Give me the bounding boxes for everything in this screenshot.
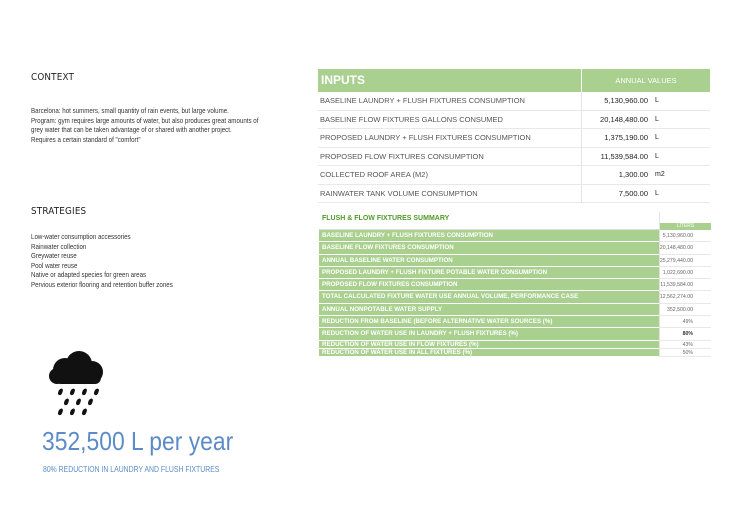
row-value: 11,539,584.00 [600,151,648,161]
table-row [319,279,711,291]
table-row [318,148,710,167]
row-label: REDUCTION OF WATER USE IN FLOW FIXTURES (%) [319,341,659,349]
row-label: BASELINE LAUNDRY + FLUSH FIXTURES CONSUMPTION [319,230,659,242]
liters-header-cell [659,212,711,230]
row-value: 1,300.00 [618,170,648,179]
context-paragraph [31,106,258,144]
table-row [319,291,711,303]
row-label: PROPOSED LAUNDRY + FLUSH FIXTURES CONSUMPTION [318,129,582,147]
row-unit: L [655,189,659,197]
row-label: BASELINE FLOW FIXTURES CONSUMPTION [319,242,659,254]
row-value: 20,148,480.00 [600,114,648,124]
context-line: Requires a certain standard of "comfort" [31,134,141,144]
strategies-heading: STRATEGIES [31,206,87,217]
inputs-header [318,69,710,92]
strategy-item: Greywater reuse [31,251,77,261]
table-row [319,316,711,328]
context-line: Program: gym requires large amounts of water, but also produces great amounts of [31,115,259,125]
row-value: 11,539,584.00 [659,279,711,291]
row-value: 1,375,190.00 [604,133,648,142]
table-row [319,230,711,242]
strategy-item: Low-water consumption accessories [31,232,131,241]
context-heading: CONTEXT [31,72,75,83]
row-value: 25,279,440.00 [659,255,711,267]
annual-supply-value: 352,500 L per year [42,426,234,456]
table-row [319,267,711,279]
row-label: PROPOSED FLOW FIXTURES CONSUMPTION [318,148,582,166]
row-value: 50% [659,349,711,357]
row-unit: L [655,134,659,141]
row-value: 352,500.00 [659,304,711,316]
row-value: 49% [659,316,711,328]
row-unit: L [655,152,659,160]
row-label: PROPOSED LAUNDRY + FLUSH FIXTURE POTABLE WATER CONSUMPTION [319,267,659,279]
row-label: REDUCTION OF WATER USE IN LAUNDRY + FLUSH FIXTURES (%) [319,328,659,340]
table-row [319,341,711,349]
row-label: REDUCTION OF WATER USE IN ALL FIXTURES (%) [319,349,659,357]
row-label: RAINWATER TANK VOLUME CONSUMPTION [318,185,582,203]
table-row [318,166,710,185]
row-label: ANNUAL BASELINE WATER CONSUMPTION [319,255,659,267]
table-row [318,92,710,111]
strategy-item: Native or adapted species for green areas [31,270,147,280]
table-row [319,242,711,254]
strategy-item: Pervious exterior flooring and retention buffer zones [31,279,173,289]
row-label: BASELINE LAUNDRY + FLUSH FIXTURES CONSUMPTION [318,92,582,110]
summary-table [319,212,711,357]
summary-title: FLUSH & FLOW FIXTURES SUMMARY [319,212,659,230]
row-label: REDUCTION FROM BASELINE (BEFORE ALTERNATIVE WATER SOURCES (%) [319,316,659,328]
row-value: 12,562,274.00 [659,291,711,303]
table-row [319,349,711,357]
row-value: 5,130,960.00 [604,96,648,105]
strategy-item: Rainwater collection [31,241,87,251]
row-label: COLLECTED ROOF AREA (M2) [318,166,582,184]
row-unit: L [655,115,659,123]
row-value: 80% [659,328,711,340]
row-value: 5,130,960.00 [659,230,711,242]
row-unit: m2 [655,171,665,178]
table-row [319,328,711,340]
row-value: 1,022,690.00 [659,267,711,279]
table-row [318,129,710,148]
strategy-item: Pool water reuse [31,260,78,270]
inputs-table [318,69,710,203]
row-label: PROPOSED FLOW FIXTURES CONSUMPTION [319,279,659,291]
context-line: grey water that can be taken advantage of or shared with another project. [31,125,232,135]
row-value: 7,500.00 [618,188,648,198]
row-label: ANNUAL NONPOTABLE WATER SUPPLY [319,304,659,316]
summary-header [319,212,711,230]
table-row [319,255,711,267]
rain-cloud-icon [45,350,107,420]
row-unit: L [655,97,659,104]
table-row [319,304,711,316]
row-label: TOTAL CALCULATED FIXTURE WATER USE ANNUAL VOLUME, PERFORMANCE CASE [319,291,659,303]
row-value: 43% [659,341,711,349]
reduction-caption: 80% REDUCTION IN LAUNDRY AND FLUSH FIXTURES [43,465,220,474]
annual-values-header: ANNUAL VALUES [615,76,677,85]
strategies-list [31,232,173,290]
liters-header: LITERS [660,223,711,230]
row-label: BASELINE FLOW FIXTURES GALLONS CONSUMED [318,111,582,129]
context-line: Barcelona: hot summers, small quantity of rain events, but large volume. [31,106,229,115]
row-value: 20,148,480.00 [659,242,711,254]
table-row [318,111,710,130]
inputs-title: INPUTS [318,69,582,92]
table-row [318,185,710,204]
